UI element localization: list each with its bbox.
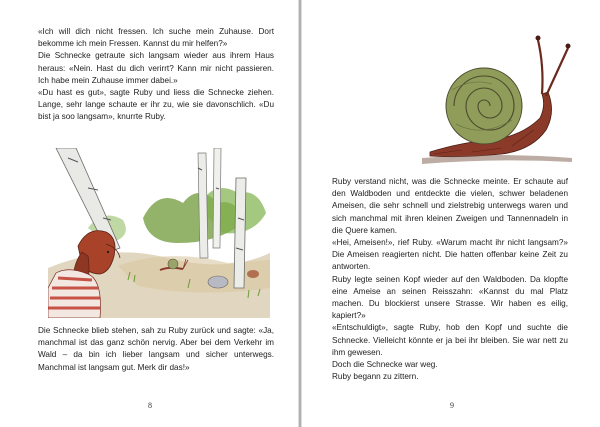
left-top-text <box>38 26 274 124</box>
paragraph: Ruby verstand nicht, was die Schnecke meinte. Er schaute auf den Waldboden und entdeckte die vielen, schwer beladenen Ameisen, die sehr schnell und zielstrebig unterwegs waren und sich manchmal mit ihren kleinen Zweigen und Tannennadeln in die Quere kamen. <box>332 177 568 235</box>
paragraph: Doch die Schnecke war weg. <box>332 360 438 370</box>
forest-illustration <box>48 148 270 318</box>
page-number: 8 <box>148 401 152 410</box>
paragraph: Ruby begann zu zittern. <box>332 372 419 382</box>
paragraph: «Hei, Ameisen!», rief Ruby. «Warum macht ihr nicht langsam?» Die Ameisen reagierten nicht. Die hatten offenbar keine Zeit zu antworten. <box>332 238 568 272</box>
page-number: 9 <box>450 401 454 410</box>
paragraph: «Du hast es gut», sagte Ruby und liess die Schnecke ziehen. Lange, sehr lange schaute er ihr zu, wie sie davonschlich. «Du bist ja soo langsam», knurrte Ruby. <box>38 88 274 122</box>
paragraph: «Entschuldigt», sagte Ruby, hob den Kopf und suchte die Schnecke. Vielleicht könnte er ja bei ihr bleiben. Sie war nett zu ihm gewesen. <box>332 323 568 357</box>
paragraph: «Ich will dich nicht fressen. Ich suche mein Zuhause. Dort bekomme ich mein Fressen. Kannst du mir helfen?» <box>38 27 274 49</box>
paragraph: Ruby legte seinen Kopf wieder auf den Waldboden. Da klopfte eine Ameise an seinen Reisszahn: «Kannst du mal Platz machen. Du blockierst unsere Strasse. Wir haben es eilig, kapiert?» <box>332 274 568 321</box>
paragraph: Die Schnecke blieb stehen, sah zu Ruby zurück und sagte: «Ja, manchmal ist das ganz schön nervig. Aber bei dem Verkehr im Wald – da bin ich lieber langsam und sicher unterwegs. Manchmal ist langsam gut. Merk dir das!» <box>38 326 274 372</box>
paragraph: Die Schnecke getraute sich langsam wieder aus ihrem Haus heraus: «Nein. Hast du dich verirrt? Kann mir nicht passieren. Ich habe mein Zuhause immer dabei.» <box>38 51 274 85</box>
left-bottom-text <box>38 325 274 374</box>
left-page <box>0 0 298 427</box>
right-page <box>302 0 600 427</box>
snail-illustration <box>422 26 572 166</box>
right-main-text <box>332 176 568 383</box>
